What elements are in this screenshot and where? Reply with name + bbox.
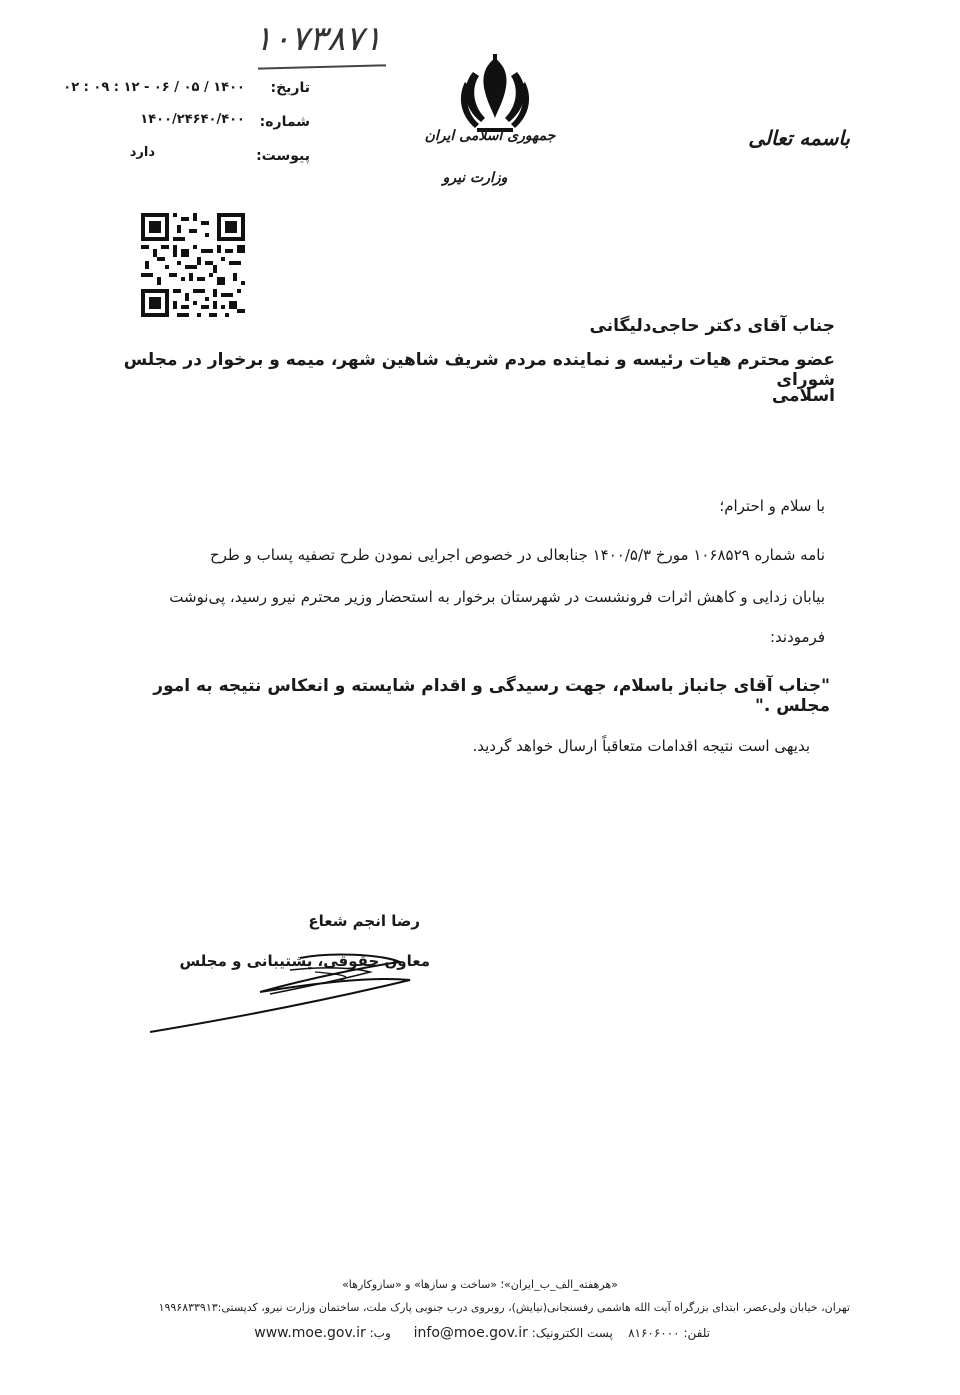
basmala-heading: باسمه تعالی [748, 126, 850, 150]
number-label: شماره: [259, 114, 310, 130]
footer-phone: تلفن: ۸۱۶۰۶۰۰۰ [628, 1326, 710, 1340]
recipient-title-line2: اسلامی [771, 386, 835, 406]
handwritten-registration-number [250, 12, 390, 62]
body-paragraph-line2: بیابان زدایی و کاهش اثرات فرونشست در شهرستان برخوار به استحضار وزیر محترم نیرو رسید، پی‌نوشت [169, 588, 825, 606]
recipient-name: جناب آقای دکتر حاجی‌دلیگانی [589, 316, 835, 336]
footer-web-label: وب: [369, 1326, 391, 1340]
footer-slogan: «هرهفته_الف_ب_ایران»؛ «ساخت و سازها» و «سازوکارها» [342, 1278, 618, 1291]
attachment-label: پیوست: [256, 148, 310, 164]
minister-quote: "جناب آقای جانباز باسلام، جهت رسیدگی و اقدام شایسته و انعکاس نتیجه به امور مجلس ." [153, 676, 830, 716]
org-name-republic: جمهوری اسلامی ایران [424, 128, 556, 144]
body-paragraph-line3: فرمودند: [769, 628, 825, 646]
handwritten-signature [140, 950, 440, 1040]
footer-website[interactable]: www.moe.gov.ir [254, 1325, 366, 1341]
handwritten-underline [258, 64, 386, 69]
attachment-value: دارد [129, 145, 155, 160]
handwritten-number-text: ۱۰۷۳۸۷۱ [254, 19, 382, 59]
greeting: با سلام و احترام؛ [719, 497, 825, 515]
org-name-ministry: وزارت نیرو [442, 170, 508, 186]
footer-email-label: پست الکترونیک: [531, 1326, 613, 1340]
qr-code [141, 213, 245, 317]
footer-contact-row [110, 1325, 710, 1341]
iran-emblem-icon [455, 52, 535, 136]
number-value: ۱۴۰۰/۲۴۶۴۰/۴۰۰ [140, 112, 245, 127]
footer-address: تهران، خیابان ولی‌عصر، ابتدای بزرگراه آیت الله هاشمی رفسنجانی(نیایش)، روبروی درب جنوبی پارک ملت، ساختمان وزارت نیرو، کدپستی:۱۹۹۶۸۳۳۹۱۳ [158, 1301, 850, 1314]
recipient-title-line1: عضو محترم هیات رئیسه و نماینده مردم شریف شاهین شهر، میمه و برخوار در مجلس شورای [123, 350, 835, 390]
body-paragraph-line1: نامه شماره ۱۰۶۸۵۲۹ مورخ ۱۴۰۰/۵/۳ جنابعالی در خصوص اجرایی نمودن طرح تصفیه پساب و طرح [209, 546, 825, 564]
date-label: تاریخ: [270, 80, 310, 96]
footer-email[interactable]: info@moe.gov.ir [413, 1325, 528, 1341]
date-value: ۱۴۰۰ / ۰۵ / ۰۶ - ۱۲ : ۰۹ : ۰۲ [63, 80, 245, 95]
closing-sentence: بدیهی است نتیجه اقدامات متعاقباً ارسال خواهد گردید. [472, 737, 810, 755]
signatory-name: رضا انجم شعاع [308, 912, 420, 930]
signatory-title: معاون حقوقی، پشتیبانی و مجلس [179, 952, 430, 970]
